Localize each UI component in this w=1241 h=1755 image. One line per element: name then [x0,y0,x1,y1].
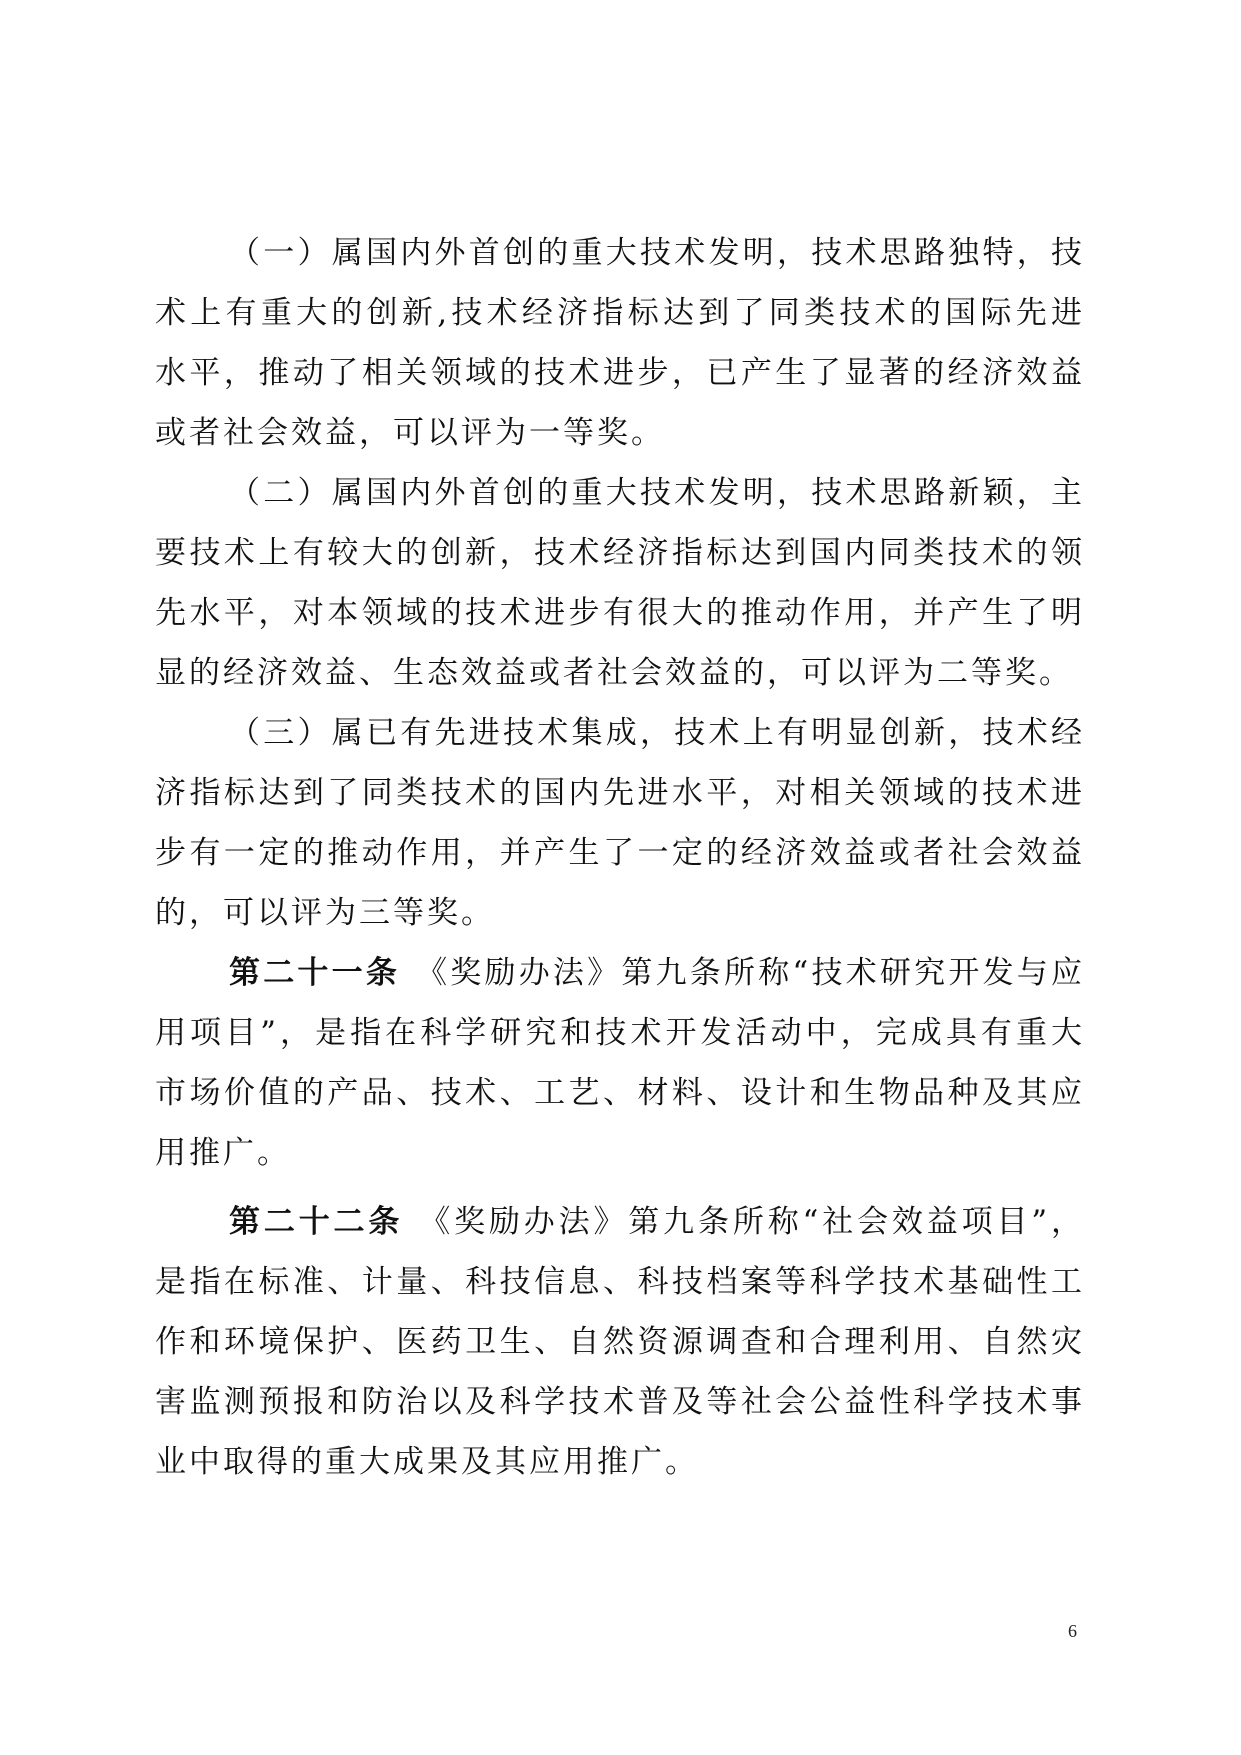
paragraph-text: 《奖励办法》第九条所称“社会效益项目”，是指在标准、计量、科技信息、科技档案等科学技术基础性工作和环境保护、医药卫生、自然资源调查和合理利用、自然灾害监测预报和防治以及科学技术普及等社会公益性科学技术事业中取得的重大成果及其应用推广。 [155,1204,1085,1480]
paragraph-text: （一）属国内外首创的重大技术发明，技术思路独特，技术上有重大的创新,技术经济指标达到了同类技术的国际先进水平，推动了相关领域的技术进步，已产生了显著的经济效益或者社会效益，可以评为一等奖。 [155,235,1085,451]
article-heading: 第二十一条 [229,955,401,991]
paragraph-text: （二）属国内外首创的重大技术发明，技术思路新颖，主要技术上有较大的创新，技术经济指标达到国内同类技术的领先水平，对本领域的技术进步有很大的推动作用，并产生了明显的经济效益、生态效益或者社会效益的，可以评为二等奖。 [155,475,1085,691]
article-21 [155,943,1085,1183]
paragraph-text: （三）属已有先进技术集成，技术上有明显创新，技术经济指标达到了同类技术的国内先进水平，对相关领域的技术进步有一定的推动作用，并产生了一定的经济效益或者社会效益的，可以评为三等奖。 [155,715,1085,931]
article-heading: 第二十二条 [229,1204,404,1240]
page-number: 6 [1068,1621,1077,1641]
paragraph-second-prize [155,463,1085,703]
article-22 [155,1192,1085,1492]
paragraph-third-prize [155,703,1085,943]
paragraph-text: 《奖励办法》第九条所称“技术研究开发与应用项目”，是指在科学研究和技术开发活动中，完成具有重大市场价值的产品、技术、工艺、材料、设计和生物品种及其应用推广。 [155,955,1085,1171]
paragraph-first-prize [155,223,1085,463]
body-text [155,223,1085,1492]
